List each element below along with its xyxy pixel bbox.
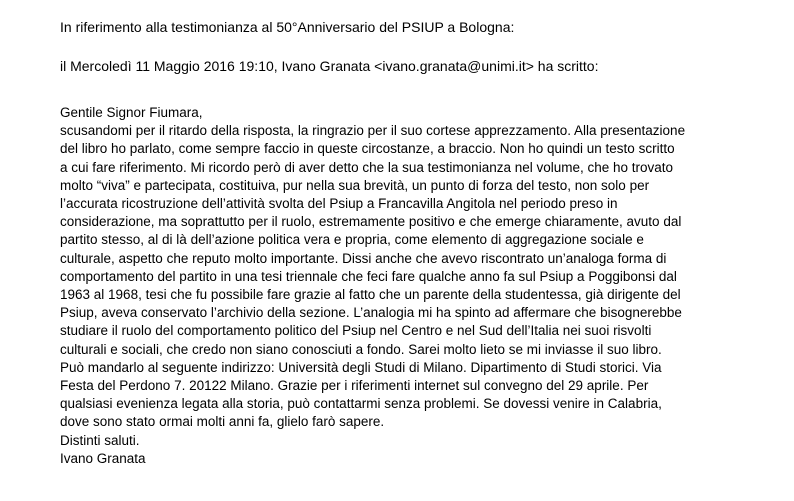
greeting: Gentile Signor Fiumara,: [60, 105, 203, 120]
body-line: scusandomi per il ritardo della risposta, la ringrazio per il suo cortese apprezzamento. Alla presentazione: [60, 123, 686, 139]
body-line: culturale, aspetto che reputo molto importante. Dissi anche che avevo riscontrato un’analoga forma di: [60, 250, 667, 266]
quote-header: il Mercoledì 11 Maggio 2016 19:10, Ivano Granata <ivano.granata@unimi.it> ha scritto:: [60, 58, 599, 74]
body-line: studiare il ruolo del comportamento politico del Psiup nel Centro e nel Sud dell’Italia nei suoi risvolti: [60, 323, 652, 339]
closing: Distinti saluti.: [60, 432, 140, 448]
reference-line: In riferimento alla testimonianza al 50°Anniversario del PSIUP a Bologna:: [60, 19, 515, 35]
signature-name: Ivano Granata: [60, 450, 146, 466]
body-line: molto “viva” e partecipata, costituiva, pur nella sua brevità, un punto di forza del testo, non solo per: [60, 177, 650, 193]
body-line: considerazione, ma soprattutto per il ruolo, estremamente positivo e che emerge chiaramente, avuto dal: [60, 214, 682, 230]
body-line: qualsiasi evenienza legata alla storia, può contattarmi senza problemi. Se dovessi venire in Calabria,: [60, 396, 662, 412]
body-line: del libro ho parlato, come sempre faccio in queste circostanze, a braccio. Non ho quindi un testo scritto: [60, 141, 675, 157]
body-line: comportamento del partito in una tesi triennale che feci fare qualche anno fa sul Psiup a Poggibonsi dal: [60, 268, 677, 284]
body-line: dove sono stato ormai molti anni fa, glielo farò sapere.: [60, 414, 385, 430]
body-line: partito stesso, al di là dell’azione politica vera e propria, come elemento di aggregazione sociale e: [60, 232, 644, 248]
body-line: Festa del Perdono 7. 20122 Milano. Grazie per i riferimenti internet sul convegno del 29 aprile. Per: [60, 378, 649, 394]
body-line: l’accurata ricostruzione dell’attività svolta del Psiup a Francavilla Angitola nel periodo preso in: [60, 196, 618, 212]
message-body: [60, 122, 785, 468]
body-line: a cui fare riferimento. Mi ricordo però di aver detto che la sua testimonianza nel volume, che ho trovato: [60, 159, 674, 175]
body-line: Può mandarlo al seguente indirizzo: Università degli Studi di Milano. Dipartimento di Studi storici. Via: [60, 359, 662, 375]
email-message: [60, 18, 785, 468]
body-line: 1963 al 1968, tesi che fu possibile fare grazie al fatto che un parente della studentessa, già dirigente del: [60, 287, 681, 303]
body-line: Psiup, aveva conservato l’archivio della sezione. L’analogia mi ha spinto ad affermare che bisognerebbe: [60, 305, 682, 321]
body-line: culturali e sociali, che credo non siano conosciuti a fondo. Sarei molto lieto se mi inviasse il suo libro.: [60, 341, 662, 357]
